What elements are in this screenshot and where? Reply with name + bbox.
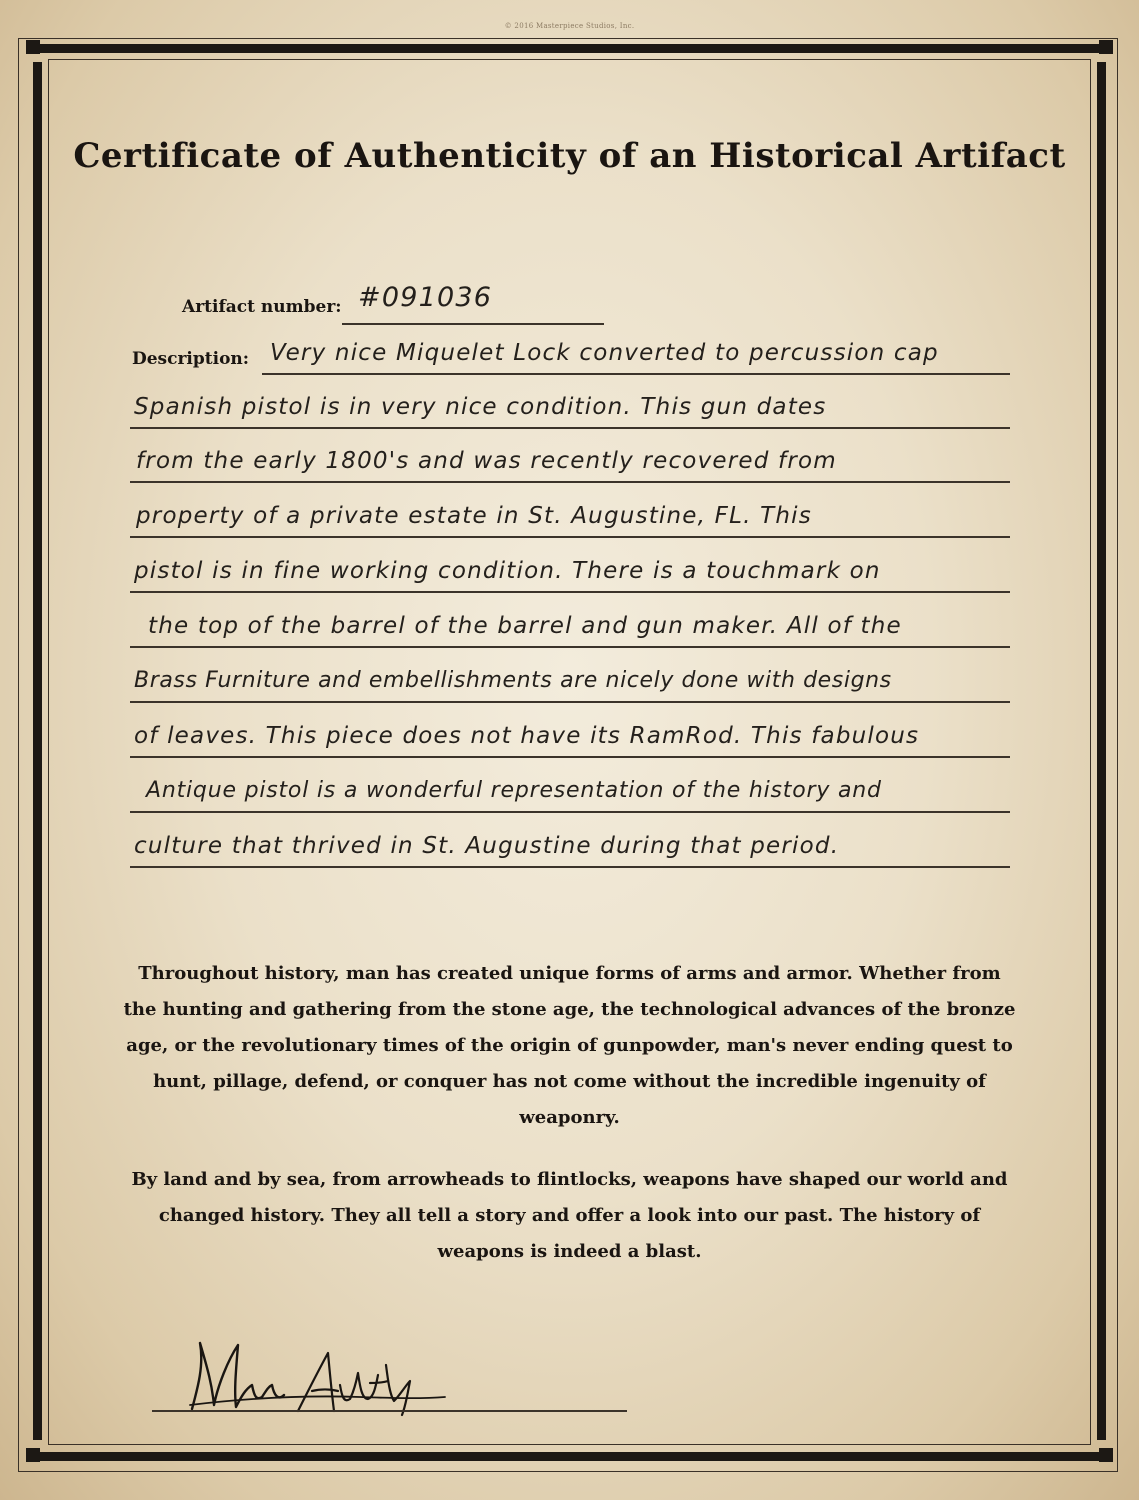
history-paragraph: Throughout history, man has created unique forms of arms and armor. Whether from the hunting and gathering from the stone age, the technological advances of the bronze age, or the revolutionary times of the origin of gunpowder, man's never ending quest to hunt, pillage, defend, or conquer has not come without the incredible ingenuity of weaponry. [123,963,1016,1128]
corner-ornament-top-left [26,40,40,54]
description-line: pistol is in fine working condition. There is a touchmark on [134,558,881,584]
description-rule [130,591,1010,593]
corner-ornament-top-right [1099,40,1113,54]
corner-ornament-bottom-left [26,1448,40,1462]
description-line: Brass Furniture and embellishments are nicely done with designs [134,668,892,693]
description-rule [262,373,1010,375]
artifact-number-rule [342,323,604,325]
description-line: Spanish pistol is in very nice condition. This gun dates [134,394,827,420]
description-rule [130,756,1010,758]
description-rule [130,646,1010,648]
corner-ornament-bottom-right [1099,1448,1113,1462]
artifact-number-label: Artifact number: [182,297,342,317]
signature-rule [152,1410,627,1412]
description-line: the top of the barrel of the barrel and gun maker. All of the [148,613,902,639]
border-bar-bottom [30,1452,1108,1461]
weapons-paragraph: By land and by sea, from arrowheads to flintlocks, weapons have shaped our world and changed history. They all tell a story and offer a look into our past. The history of weapons is indeed a blast. [131,1169,1008,1262]
border-bar-left [33,62,42,1440]
description-line: Very nice Miquelet Lock converted to percussion cap [270,340,939,366]
description-line: Antique pistol is a wonderful representation of the history and [146,778,882,803]
description-label: Description: [132,349,250,369]
border-bar-right [1097,62,1106,1440]
description-rule [130,536,1010,538]
description-rule [130,866,1010,868]
copyright-notice: © 2016 Masterpiece Studios, Inc. [504,22,635,30]
description-line: of leaves. This piece does not have its RamRod. This fabulous [134,723,920,749]
description-rule [130,427,1010,429]
certificate-title: Certificate of Authenticity of an Historical Artifact [73,136,1066,176]
description-rule [130,481,1010,483]
artifact-number-value: #091036 [358,282,493,313]
description-line: property of a private estate in St. Augustine, FL. This [136,503,812,529]
description-line: culture that thrived in St. Augustine during that period. [134,833,840,859]
description-rule [130,811,1010,813]
border-bar-top [30,44,1108,53]
description-line: from the early 1800's and was recently recovered from [136,448,837,474]
description-rule [130,701,1010,703]
signature-mark [180,1325,450,1420]
